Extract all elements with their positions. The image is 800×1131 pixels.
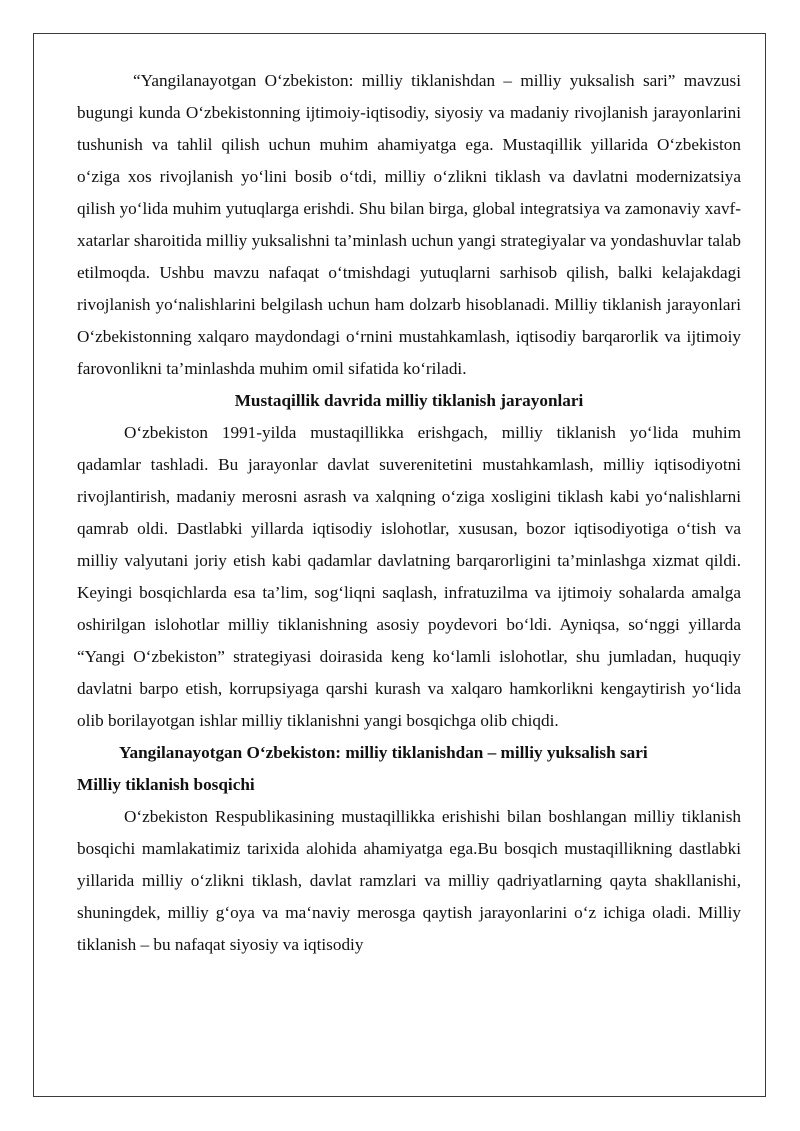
subheading-revival-stage: Milliy tiklanish bosqichi xyxy=(77,775,255,794)
section-heading-new-uzbekistan: Yangilanayotgan O‘zbekiston: milliy tiklanishdan – milliy yuksalish sari xyxy=(119,743,648,762)
revival-stage-paragraph: O‘zbekiston Respublikasining mustaqillikka erishishi bilan boshlangan milliy tiklanish bosqichi mamlakatimiz tarixida alohida ahamiyatga ega.Bu bosqich mustaqillikning dastlabki yillarida milliy o‘zlikni tiklash, davlat ramzlari va milliy qadriyatlarning qayta shakllanishi, shuningdek, milliy g‘oya va ma‘naviy merosga qaytish jarayonlarini o‘z ichiga oladi. Milliy tiklanish – bu nafaqat siyosiy va iqtisodiy xyxy=(77,807,741,954)
independence-paragraph: O‘zbekiston 1991-yilda mustaqillikka erishgach, milliy tiklanish yo‘lida muhim qadamlar tashladi. Bu jarayonlar davlat suverenitetini mustahkamlash, milliy iqtisodiyotni rivojlantirish, madaniy merosni asrash va xalqning o‘ziga xosligini tiklash kabi yo‘nalishlarni qamrab oldi. Dastlabki yillarda iqtisodiy islohotlar, xususan, bozor iqtisodiyotiga o‘tish va milliy valyutani joriy etish kabi qadamlar davlatning barqarorligini ta’minlashga xizmat qildi. Keyingi bosqichlarda esa ta’lim, sog‘liqni saqlash, infratuzilma va ijtimoiy sohalarda amalga oshirilgan islohotlar milliy tiklanishning asosiy poydevori bo‘ldi. Ayniqsa, so‘nggi yillarda “Yangi O‘zbekiston” strategiyasi doirasida keng ko‘lamli islohotlar, shu jumladan, huquqiy davlatni barpo etish, korrupsiyaga qarshi kurash va xalqaro hamkorlikni kengaytirish yo‘lida olib borilayotgan ishlar milliy tiklanishni yangi bosqichga olib chiqdi. xyxy=(77,423,741,730)
section-heading-independence: Mustaqillik davrida milliy tiklanish jarayonlari xyxy=(234,391,584,410)
document-body xyxy=(77,65,741,961)
intro-paragraph: “Yangilanayotgan O‘zbekiston: milliy tiklanishdan – milliy yuksalish sari” mavzusi bugungi kunda O‘zbekistonning ijtimoiy-iqtisodiy, siyosiy va madaniy rivojlanish jarayonlarini tushunish va tahlil qilish uchun muhim ahamiyatga ega. Mustaqillik yillarida O‘zbekiston o‘ziga xos rivojlanish yo‘lini bosib o‘tdi, milliy o‘zlikni tiklash va davlatni modernizatsiya qilish yo‘lida muhim yutuqlarga erishdi. Shu bilan birga, global integratsiya va zamonaviy xavf-xatarlar sharoitida milliy yuksalishni ta’minlash uchun yangi strategiyalar va yondashuvlar talab etilmoqda. Ushbu mavzu nafaqat o‘tmishdagi yutuqlarni sarhisob qilish, balki kelajakdagi rivojlanish yo‘nalishlarini belgilash uchun ham dolzarb hisoblanadi. Milliy tiklanish jarayonlari O‘zbekistonning xalqaro maydondagi o‘rnini mustahkamlash, iqtisodiy barqarorlik va ijtimoiy farovonlikni ta’minlashda muhim omil sifatida ko‘riladi. xyxy=(77,71,741,378)
